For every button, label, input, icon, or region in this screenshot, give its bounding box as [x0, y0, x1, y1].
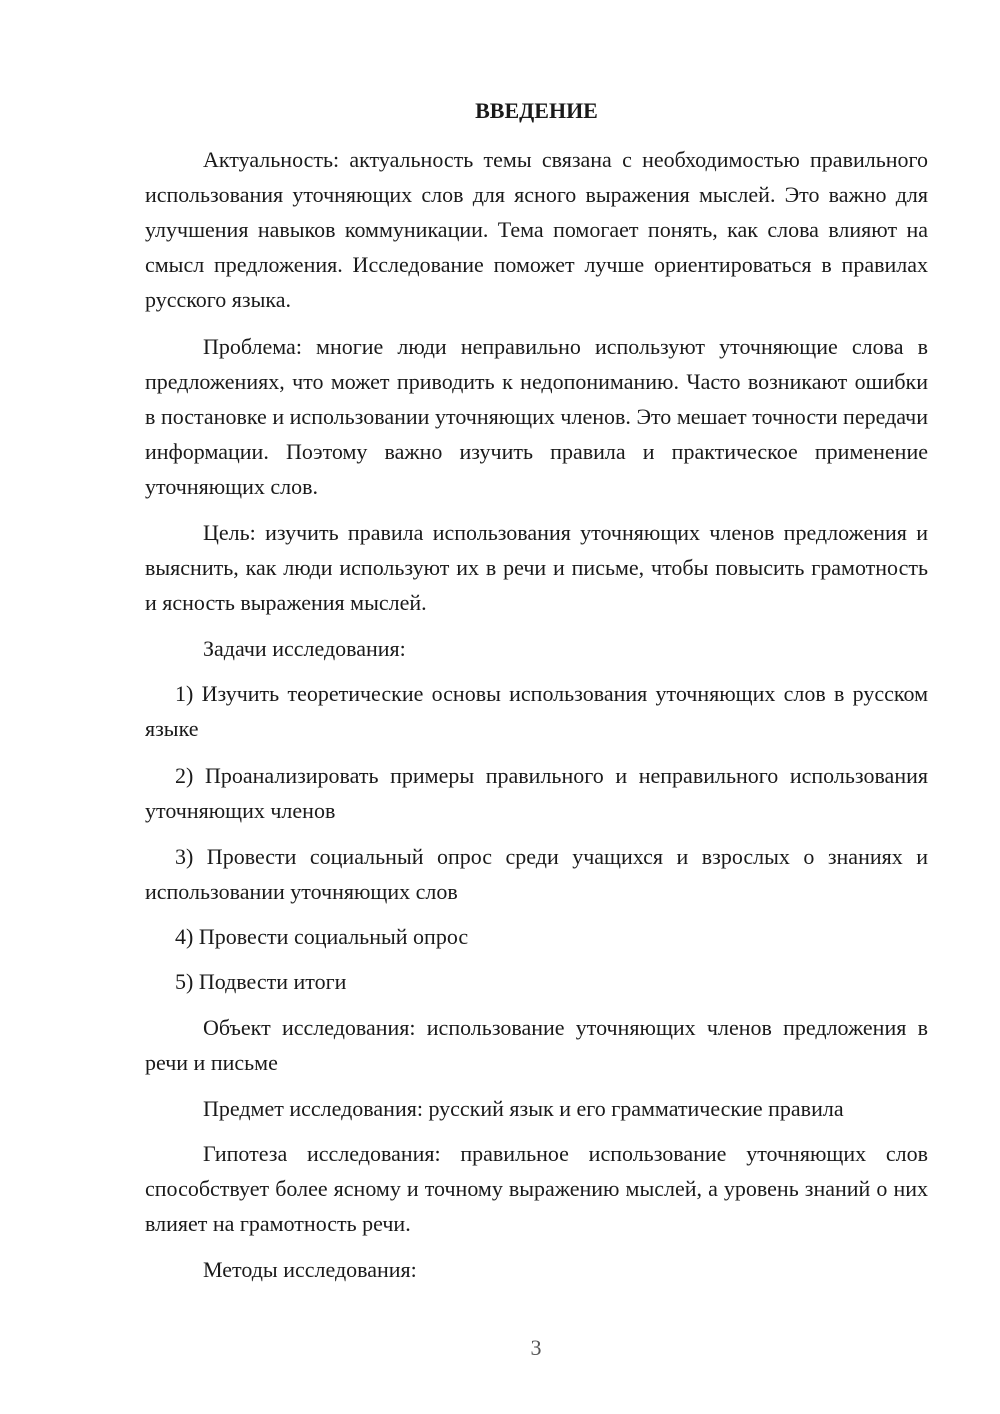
methods-heading: Методы исследования: [203, 1257, 417, 1282]
tasks-heading: Задачи исследования: [203, 636, 406, 661]
task-item-4: 4) Провести социальный опрос [175, 924, 469, 949]
task-item-2: 2) Проанализировать примеры правильного и неправильного использования уточняющих членов [145, 763, 928, 823]
paragraph-problem: Проблема: многие люди неправильно используют уточняющие слова в предложениях, что может приводить к недопониманию. Часто возникают ошибки в постановке и использовании уточняющих членов. Это мешает точности передачи информации. Поэтому важно изучить правила и практическое применение уточняющих слов. [145, 334, 928, 499]
paragraph-relevance: Актуальность: актуальность темы связана с необходимостью правильного использования уточняющих слов для ясного выражения мыслей. Это важно для улучшения навыков коммуникации. Тема помогает понять, как слова влияют на смысл предложения. Исследование поможет лучше ориентироваться в правилах русского языка. [145, 147, 928, 312]
paragraph-goal: Цель: изучить правила использования уточняющих членов предложения и выяснить, как люди используют их в речи и письме, чтобы повысить грамотность и ясность выражения мыслей. [145, 520, 928, 615]
task-item-3: 3) Провести социальный опрос среди учащихся и взрослых о знаниях и использовании уточняющих слов [145, 844, 928, 904]
page-number: 3 [530, 1335, 542, 1360]
paragraph-subject: Предмет исследования: русский язык и его грамматические правила [203, 1096, 844, 1121]
task-item-1: 1) Изучить теоретические основы использования уточняющих слов в русском языке [145, 681, 928, 741]
paragraph-object: Объект исследования: использование уточняющих членов предложения в речи и письме [145, 1015, 928, 1075]
page-title: ВВЕДЕНИЕ [475, 98, 598, 123]
paragraph-hypothesis: Гипотеза исследования: правильное использование уточняющих слов способствует более ясному и точному выражению мыслей, а уровень знаний о них влияет на грамотность речи. [145, 1141, 928, 1236]
task-item-5: 5) Подвести итоги [175, 969, 347, 994]
